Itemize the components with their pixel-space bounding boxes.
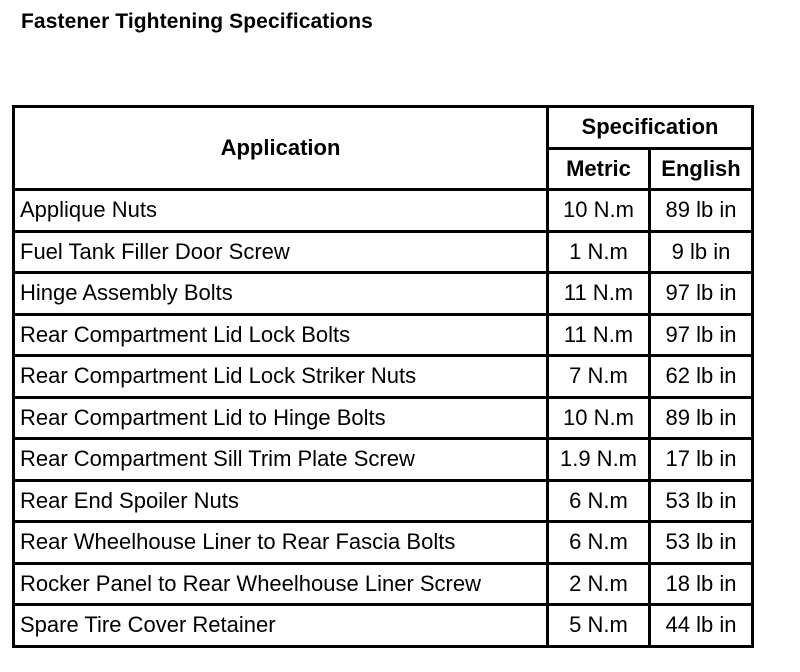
metric-cell: 5 N.m	[549, 606, 651, 645]
fastener-spec-table	[12, 105, 754, 648]
english-cell: 44 lb in	[665, 612, 737, 638]
header-metric: Metric	[549, 150, 651, 192]
metric-cell: 2 N.m	[549, 565, 651, 607]
table-row	[15, 482, 751, 524]
metric-cell: 10 N.m	[549, 399, 651, 441]
metric-cell: 1 N.m	[549, 233, 651, 275]
english-cell: 89 lb in	[651, 399, 751, 441]
table-row	[15, 191, 751, 233]
header-specification: Specification	[549, 108, 751, 150]
application-cell: Applique Nuts	[15, 191, 549, 233]
english-cell: 97 lb in	[651, 274, 751, 316]
application-cell: Rear Wheelhouse Liner to Rear Fascia Bolts	[15, 523, 549, 565]
application-cell: Hinge Assembly Bolts	[15, 274, 549, 316]
metric-cell: 11 N.m	[549, 316, 651, 358]
table-row	[15, 399, 751, 441]
table-row	[15, 523, 751, 565]
english-cell: 53 lb in	[651, 482, 751, 524]
english-cell: 97 lb in	[651, 316, 751, 358]
english-cell: 62 lb in	[651, 357, 751, 399]
table-row	[15, 357, 751, 399]
header-application: Application	[15, 108, 549, 191]
application-cell: Rear Compartment Lid to Hinge Bolts	[15, 399, 549, 441]
english-cell: 89 lb in	[651, 191, 751, 233]
metric-cell: 6 N.m	[549, 523, 651, 565]
application-cell: Rear Compartment Sill Trim Plate Screw	[15, 440, 549, 482]
metric-cell: 6 N.m	[549, 482, 651, 524]
header-english: English	[651, 150, 751, 192]
table-row	[15, 274, 751, 316]
english-cell: 18 lb in	[651, 565, 751, 607]
header-row-top	[15, 108, 751, 150]
table-row	[15, 316, 751, 358]
english-cell: 17 lb in	[651, 440, 751, 482]
table-row	[15, 233, 751, 275]
metric-cell: 1.9 N.m	[549, 440, 651, 482]
application-cell: Rocker Panel to Rear Wheelhouse Liner Screw	[15, 565, 549, 607]
table-row	[15, 606, 751, 645]
metric-cell: 11 N.m	[549, 274, 651, 316]
english-cell: 9 lb in	[651, 233, 751, 275]
metric-cell: 7 N.m	[549, 357, 651, 399]
table-row	[15, 565, 751, 607]
application-cell: Fuel Tank Filler Door Screw	[15, 233, 549, 275]
application-cell: Rear Compartment Lid Lock Bolts	[15, 316, 549, 358]
application-cell: Rear End Spoiler Nuts	[15, 482, 549, 524]
application-cell: Rear Compartment Lid Lock Striker Nuts	[15, 357, 549, 399]
page-title: Fastener Tightening Specifications	[21, 10, 373, 33]
table-header	[15, 108, 751, 191]
metric-cell: 10 N.m	[549, 191, 651, 233]
application-cell: Spare Tire Cover Retainer	[15, 606, 549, 645]
english-cell: 53 lb in	[651, 523, 751, 565]
table-row	[15, 440, 751, 482]
table-body	[15, 191, 751, 645]
